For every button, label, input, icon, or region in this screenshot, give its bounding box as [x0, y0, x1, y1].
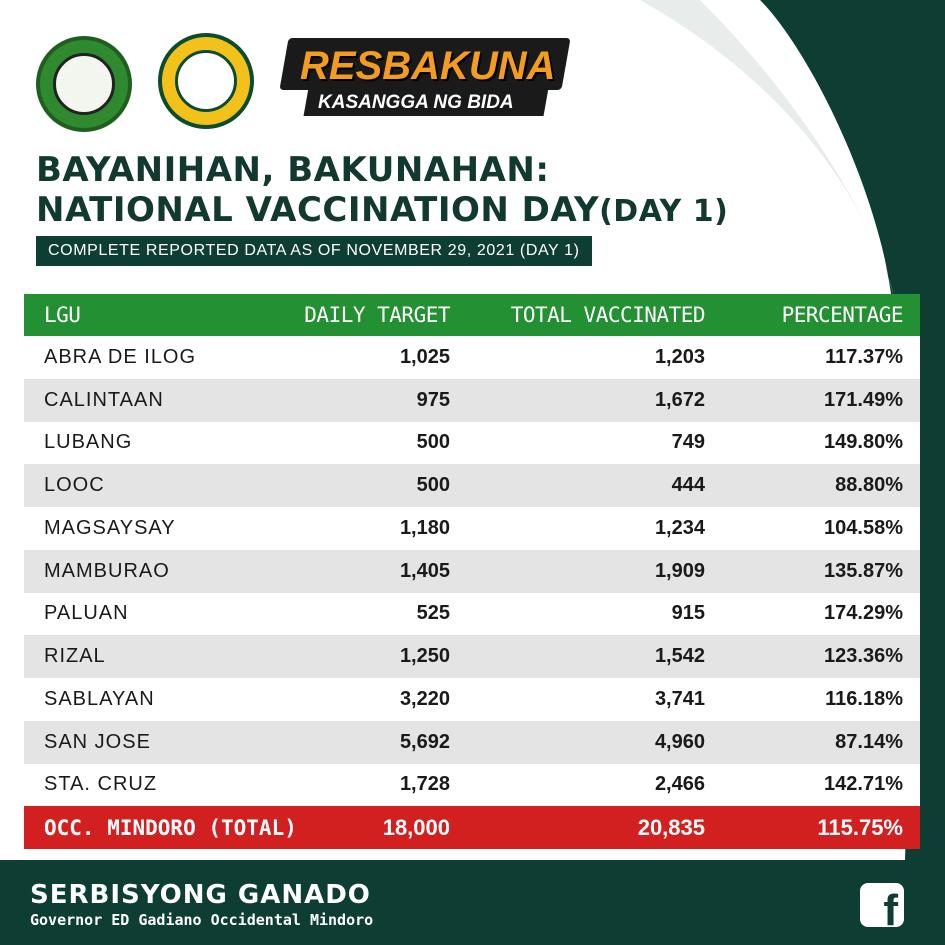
doh-seal-icon — [158, 33, 254, 129]
row-lgu: STA. CRUZ — [44, 773, 158, 796]
table-row — [24, 336, 920, 379]
row-percentage: 104.58% — [824, 516, 903, 539]
row-percentage: 87.14% — [835, 730, 903, 753]
header-daily-target: DAILY TARGET — [304, 303, 450, 327]
row-percentage: 123.36% — [824, 645, 903, 668]
row-percentage: 174.29% — [824, 602, 903, 625]
row-total-vaccinated: 444 — [671, 474, 705, 497]
row-daily-target: 1,728 — [399, 773, 450, 796]
vaccination-table — [24, 294, 920, 849]
row-daily-target: 3,220 — [399, 687, 450, 710]
row-total-vaccinated: 4,960 — [654, 730, 705, 753]
row-total-vaccinated: 1,234 — [654, 516, 705, 539]
table-row — [24, 464, 920, 507]
row-lgu: SABLAYAN — [44, 687, 155, 710]
row-lgu: RIZAL — [44, 645, 106, 668]
province-seal-icon — [36, 36, 132, 132]
table-body — [24, 336, 920, 806]
table-row — [24, 593, 920, 636]
row-percentage: 117.37% — [825, 345, 903, 368]
row-daily-target: 1,180 — [399, 516, 450, 539]
row-total-vaccinated: 3,741 — [654, 687, 705, 710]
resbakuna-title: RESBAKUNA — [300, 44, 556, 88]
row-total-vaccinated: 1,909 — [654, 559, 705, 582]
table-header-row — [24, 294, 920, 336]
row-lgu: CALINTAAN — [44, 388, 164, 411]
total-vaccinated: 20,835 — [637, 814, 705, 840]
row-total-vaccinated: 1,203 — [654, 345, 705, 368]
row-percentage: 149.80% — [824, 431, 903, 454]
row-daily-target: 500 — [416, 431, 450, 454]
report-subtitle: COMPLETE REPORTED DATA AS OF NOVEMBER 29, 2021 (DAY 1) — [36, 236, 592, 266]
title-line-1: BAYANIHAN, BAKUNAHAN: — [36, 150, 550, 190]
table-row — [24, 550, 920, 593]
row-daily-target: 525 — [416, 602, 450, 625]
row-lgu: LUBANG — [44, 431, 133, 454]
row-total-vaccinated: 1,672 — [654, 388, 705, 411]
header-percentage: PERCENTAGE — [781, 303, 903, 327]
total-target: 18,000 — [382, 814, 450, 840]
table-row — [24, 764, 920, 807]
row-lgu: LOOC — [44, 474, 105, 497]
row-total-vaccinated: 749 — [671, 431, 705, 454]
facebook-icon[interactable]: f — [860, 883, 904, 927]
footer-title: SERBISYONG GANADO — [30, 880, 371, 910]
row-lgu: MAMBURAO — [44, 559, 170, 582]
resbakuna-subtitle: KASANGGA NG BIDA — [318, 92, 514, 113]
row-total-vaccinated: 915 — [671, 602, 705, 625]
resbakuna-logo — [284, 38, 566, 116]
row-lgu: MAGSAYSAY — [44, 516, 176, 539]
header-lgu: LGU — [44, 303, 81, 327]
row-percentage: 171.49% — [824, 388, 903, 411]
row-daily-target: 1,250 — [399, 645, 450, 668]
table-row — [24, 678, 920, 721]
row-total-vaccinated: 1,542 — [654, 645, 705, 668]
row-daily-target: 1,405 — [399, 559, 450, 582]
row-percentage: 142.71% — [824, 773, 903, 796]
row-lgu: ABRA DE ILOG — [44, 345, 197, 368]
table-total-row — [24, 806, 920, 849]
header-total-vaccinated: TOTAL VACCINATED — [510, 303, 705, 327]
row-percentage: 88.80% — [835, 474, 903, 497]
table-row — [24, 422, 920, 465]
table-row — [24, 379, 920, 422]
title-line-2 — [36, 190, 728, 232]
table-row — [24, 507, 920, 550]
row-percentage: 135.87% — [824, 559, 903, 582]
row-daily-target: 1,025 — [399, 345, 450, 368]
row-percentage: 116.18% — [825, 687, 903, 710]
row-lgu: SAN JOSE — [44, 730, 151, 753]
page-title — [36, 150, 728, 232]
row-daily-target: 5,692 — [399, 730, 450, 753]
total-lgu: OCC. MINDORO (TOTAL) — [44, 815, 297, 840]
table-row — [24, 635, 920, 678]
title-line-2-main: NATIONAL VACCINATION DAY — [36, 190, 600, 230]
row-daily-target: 500 — [416, 474, 450, 497]
table-row — [24, 721, 920, 764]
footer-subtitle: Governor ED Gadiano Occidental Mindoro — [30, 911, 374, 929]
row-total-vaccinated: 2,466 — [654, 773, 705, 796]
title-day: (DAY 1) — [599, 194, 729, 229]
row-daily-target: 975 — [416, 388, 450, 411]
total-percentage: 115.75% — [817, 814, 903, 840]
row-lgu: PALUAN — [44, 602, 129, 625]
